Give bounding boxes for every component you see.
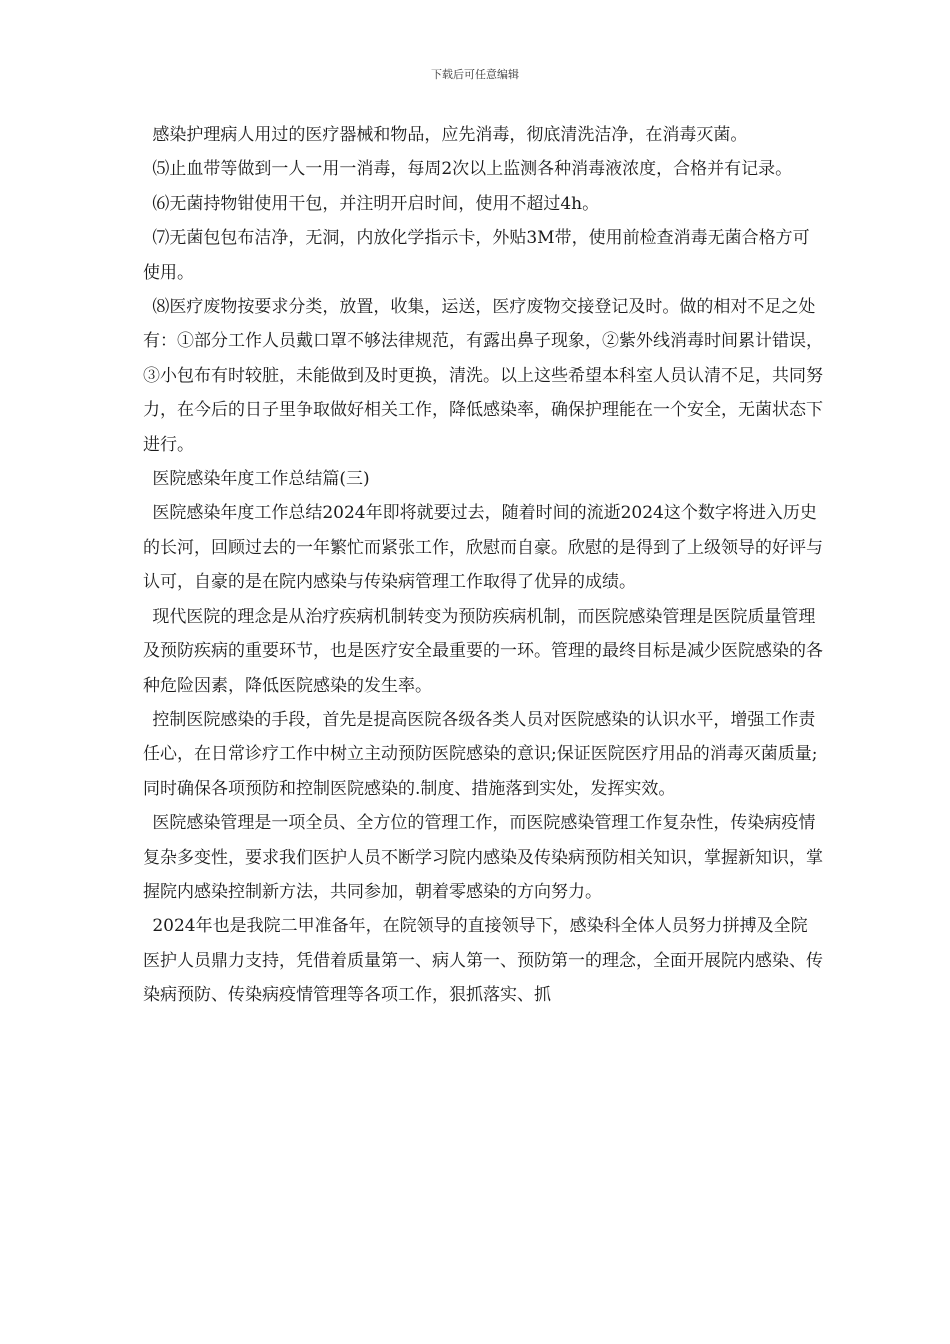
paragraph-sterilization-intro: 感染护理病人用过的医疗器械和物品，应先消毒，彻底清洗洁净，在消毒灭菌。 (152, 125, 748, 145)
paragraph-item-7: ⑺无菌包包布洁净，无洞，内放化学指示卡，外贴3M带，使用前检查消毒无菌合格方可使用。 (143, 228, 810, 283)
paragraph-item-5: ⑸止血带等做到一人一用一消毒，每周2次以上监测各种消毒液浓度，合格并有记录。 (152, 159, 793, 180)
paragraph-management: 医院感染管理是一项全员、全方位的管理工作，而医院感染管理工作复杂性，传染病疫情复杂多变性，要求我们医护人员不断学习院内感染及传染病预防相关知识，掌握新知识，掌握院内感染控制新方法，共同参加，朝着零感染的方向努力。 (143, 813, 823, 902)
paragraph-2024-year: 2024年也是我院二甲准备年，在院领导的直接领导下，感染科全体人员努力拼搏及全院医护人员鼎力支持，凭借着质量第一、病人第一、预防第一的理念，全面开展院内感染、传染病预防、传染病疫情管理等各项工作，狠抓落实、抓 (143, 916, 823, 1006)
paragraph-summary-intro: 医院感染年度工作总结2024年即将就要过去，随着时间的流逝2024这个数字将进入历史的长河，回顾过去的一年繁忙而紧张工作，欣慰而自豪。欣慰的是得到了上级领导的好评与认可，自豪的是在院内感染与传染病管理工作取得了优异的成绩。 (143, 503, 823, 593)
paragraph-control-methods: 控制医院感染的手段，首先是提高医院各级各类人员对医院感染的认识水平，增强工作责任心，在日常诊疗工作中树立主动预防医院感染的意识;保证医院医疗用品的消毒灭菌质量;同时确保各项预防和控制医院感染的.制度、措施落到实处，发挥实效。 (143, 709, 818, 799)
paragraph-item-8: ⑻医疗废物按要求分类，放置，收集，运送，医疗废物交接登记及时。做的相对不足之处有：①部分工作人员戴口罩不够法律规范，有露出鼻子现象，②紫外线消毒时间累计错误，③小包布有时较脏，未能做到及时更换，清洗。以上这些希望本科室人员认清不足，共同努力，在今后的日子里争取做好相关工作，降低感染率，确保护理能在一个安全，无菌状态下进行。 (143, 297, 823, 455)
document-body (143, 118, 823, 1013)
paragraph-modern-hospital: 现代医院的理念是从治疗疾病机制转变为预防疾病机制，而医院感染管理是医院质量管理及预防疾病的重要环节，也是医疗安全最重要的一环。管理的最终目标是减少医院感染的各种危险因素，降低医院感染的发生率。 (143, 606, 823, 696)
section-heading: 医院感染年度工作总结篇(三) (152, 469, 370, 490)
header-note: 下载后可任意编辑 (431, 68, 519, 81)
paragraph-item-6: ⑹无菌持物钳使用干包，并注明开启时间，使用不超过4h。 (152, 193, 600, 214)
